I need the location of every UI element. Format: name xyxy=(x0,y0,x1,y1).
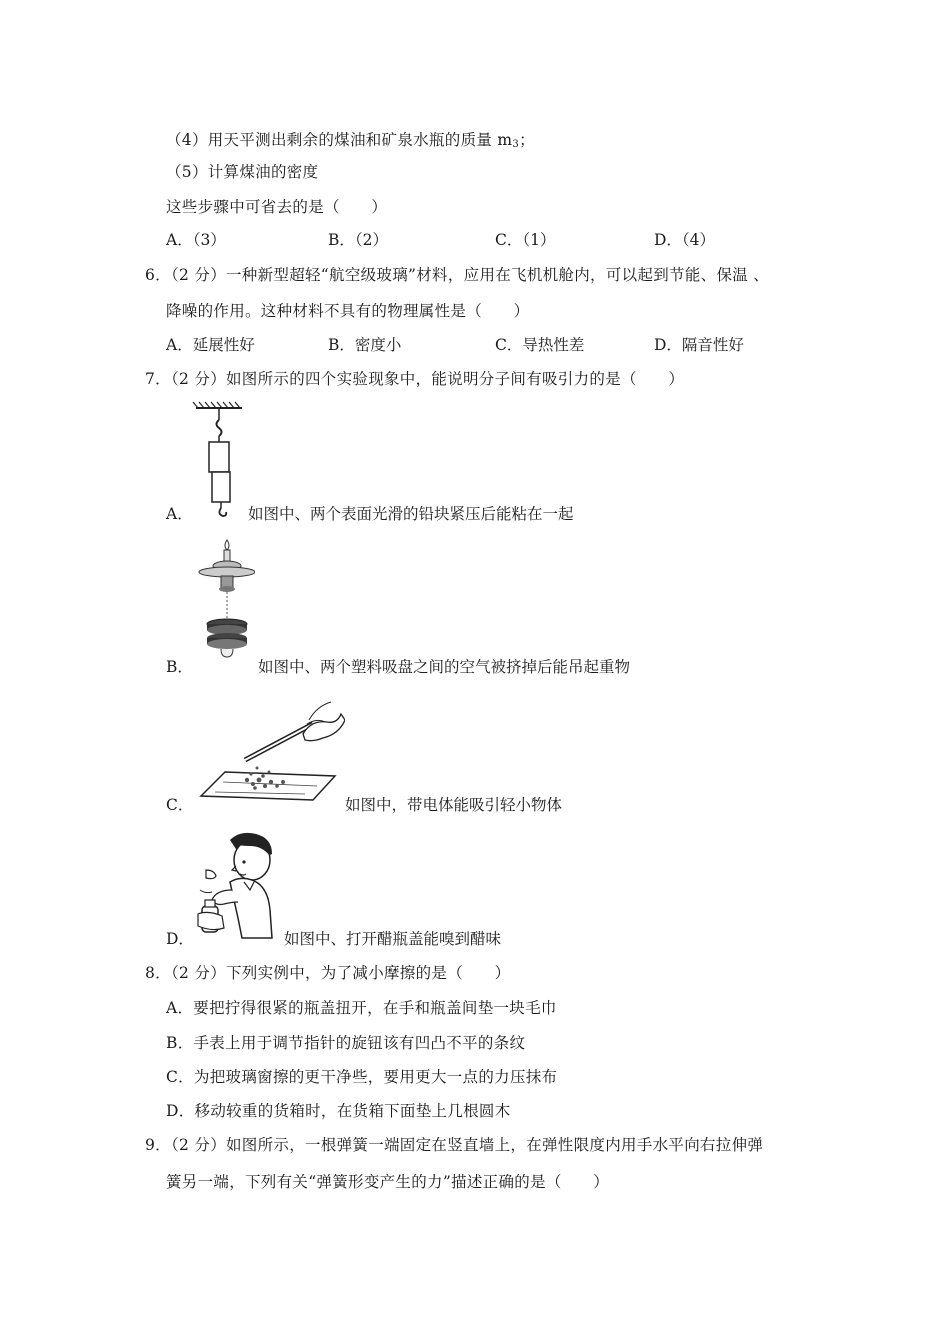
q9-stem-line2: 簧另一端，下列有关“弹簧形变产生的力”描述正确的是（ ） xyxy=(166,1173,610,1191)
q6-option-d: D．隔音性好 xyxy=(654,336,744,354)
charged-rod-figure xyxy=(195,696,345,806)
q7-option-d: D． 如图中、打开醋瓶盖能嗅到醋味 xyxy=(166,930,502,948)
q7-option-b: B． 如图中、两个塑料吸盘之间的空气被挤掉后能吊起重物 xyxy=(166,658,631,676)
q7-stem: 7．（2 分）如图所示的四个实验现象中，能说明分子间有吸引力的是（ ） xyxy=(145,370,685,388)
q5-step4: （4）用天平测出剩余的煤油和矿泉水瓶的质量 $m_3$； xyxy=(166,131,535,150)
q5-option-b: B．（2） xyxy=(328,231,389,249)
suction-cups-figure xyxy=(195,538,255,663)
q8-option-c: C．为把玻璃窗擦的更干净些，要用更大一点的力压抹布 xyxy=(166,1068,558,1086)
q5-step5: （5）计算煤油的密度 xyxy=(166,163,319,181)
q5-option-d: D．（4） xyxy=(654,231,716,249)
q9-stem-line1: 9．（2 分）如图所示，一根弹簧一端固定在竖直墙上，在弹性限度内用手水平向右拉伸弹 xyxy=(145,1136,764,1154)
q8-option-b: B．手表上用于调节指针的旋钮该有凹凸不平的条纹 xyxy=(166,1034,526,1052)
q6-option-c: C．导热性差 xyxy=(495,336,585,354)
q6-option-b: B．密度小 xyxy=(328,336,402,354)
lead-blocks-figure xyxy=(190,400,250,520)
q8-option-a: A．要把拧得很紧的瓶盖扭开，在手和瓶盖间垫一块毛巾 xyxy=(166,999,557,1017)
q7-option-a: A． 如图中、两个表面光滑的铅块紧压后能粘在一起 xyxy=(166,505,574,523)
boy-vinegar-figure xyxy=(192,830,282,940)
q5-option-c: C．（1） xyxy=(495,231,556,249)
q5-question: 这些步骤中可省去的是（ ） xyxy=(166,198,388,216)
q6-stem-line1: 6．（2 分）一种新型超轻“航空级玻璃”材料，应用在飞机机舱内，可以起到节能、保温 、 xyxy=(145,266,770,284)
q5-option-a: A．（3） xyxy=(166,231,226,249)
q8-option-d: D．移动较重的货箱时，在货箱下面垫上几根圆木 xyxy=(166,1102,511,1120)
q6-option-a: A．延展性好 xyxy=(166,336,255,354)
q7-option-c: C． 如图中，带电体能吸引轻小物体 xyxy=(166,796,563,814)
q8-stem: 8．（2 分）下列实例中，为了减小摩擦的是（ ） xyxy=(145,964,511,982)
q6-stem-line2: 降噪的作用。这种材料不具有的物理属性是（ ） xyxy=(166,302,530,320)
